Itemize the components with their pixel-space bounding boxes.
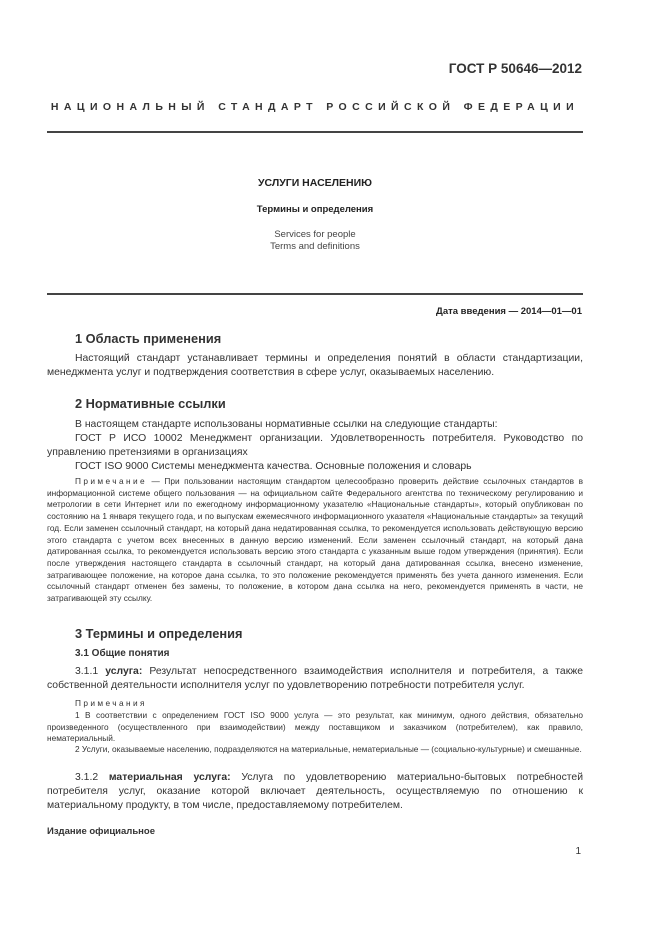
divider-top bbox=[47, 131, 583, 133]
section-2-text-1: В настоящем стандарте использованы нормативные ссылки на следующие стандарты: bbox=[75, 419, 498, 430]
document-subtitle: Термины и определения bbox=[256, 204, 374, 215]
date-of-introduction: Дата введения — 2014—01—01 bbox=[436, 306, 582, 317]
divider-middle bbox=[47, 293, 583, 295]
document-title: УСЛУГИ НАСЕЛЕНИЮ bbox=[258, 177, 372, 189]
document-code: ГОСТ Р 50646—2012 bbox=[448, 61, 582, 76]
section-1-heading: 1 Область применения bbox=[75, 331, 222, 346]
term-name: услуга: bbox=[105, 666, 143, 677]
term-number: 3.1.1 bbox=[75, 666, 106, 677]
national-standard-heading: НАЦИОНАЛЬНЫЙ СТАНДАРТ РОССИЙСКОЙ ФЕДЕРАЦИИ bbox=[50, 101, 580, 113]
term-3-1-1-note-2: 2 Услуги, оказываемые населению, подразделяются на материальные, нематериальные — (социально-культурные) и смешанные. bbox=[75, 744, 582, 754]
term-name: материальная услуга: bbox=[108, 772, 231, 783]
section-3-heading: 3 Термины и определения bbox=[75, 626, 243, 641]
term-definition: Услуга по удовлетворению материально-бытовых потребностей потребителя услуг, оказание которой включает деятельность, осуществляемую по отношению к материальному продукту, в том числе, предоставляемому потребителем. bbox=[47, 772, 583, 811]
term-3-1-2 bbox=[47, 771, 583, 813]
section-2-text-3: ГОСТ ISO 9000 Системы менеджмента качества. Основные положения и словарь bbox=[75, 461, 472, 472]
page-number: 1 bbox=[575, 846, 581, 857]
official-edition-label: Издание официальное bbox=[47, 826, 155, 837]
section-2-text-2: ГОСТ Р ИСО 10002 Менеджмент организации. Удовлетворенность потребителя. Руководство по управлению претензиями в организациях bbox=[47, 433, 583, 458]
note-label: Примечание bbox=[75, 476, 148, 486]
english-title: Services for people bbox=[274, 229, 356, 240]
term-3-1-1-note-1: 1 В соответствии с определением ГОСТ ISO 9000 услуга — это результат, как минимум, одного действия, обязательно произведенного (осуществленного при взаимодействии) между поставщиком и заказчиком (потребителем), как правило, нематериальный. bbox=[47, 710, 583, 744]
english-subtitle: Terms and definitions bbox=[270, 241, 360, 252]
subsection-3-1-heading: 3.1 Общие понятия bbox=[75, 648, 170, 659]
term-definition: Результат непосредственного взаимодействия исполнителя и потребителя, а также собственной деятельности исполнителя услуг по удовлетворению потребности потребителя услуг. bbox=[47, 666, 583, 691]
section-1-text: Настоящий стандарт устанавливает термины и определения понятий в области стандартизации, менеджмента услуг и подтверждения соответствия в сфере услуг, оказываемых населению. bbox=[47, 353, 583, 378]
term-number: 3.1.2 bbox=[75, 772, 109, 783]
term-3-1-1-notes-label: Примечания bbox=[75, 698, 147, 708]
section-2-heading: 2 Нормативные ссылки bbox=[75, 396, 226, 411]
section-2-note bbox=[47, 476, 583, 605]
note-text: — При пользовании настоящим стандартом целесообразно проверить действие ссылочных стандартов в информационной системе общего пользования — на официальном сайте Федерального агентства по техническому регулированию и метрологии в сети Интернет или по ежегодному информационному указателю «Национальные стандарты», который опубликован по состоянию на 1 января текущего года, и по выпускам ежемесячного информационного указателя «Национальные стандарты» за текущий год. Если заменен ссылочный стандарт, на который дана недатированная ссылка, то рекомендуется использовать действующую версию этого стандарта с учетом всех внесенных в данную версию изменений. Если заменен ссылочный стандарт, на который дана датированная ссылка, то рекомендуется использовать версию этого стандарта с указанным выше годом утверждения (принятия). Если после утверждения настоящего стандарта в ссылочный стандарт, на который дана датированная ссылка, внесено изменение, затрагивающее положение, на которое дана ссылка, то это положение рекомендуется применять без учета данного изменения. Если ссылочный стандарт отменен без замены, то положение, в котором дана ссылка на него, рекомендуется применять в части, не затрагивающей эту ссылку. bbox=[47, 476, 583, 604]
term-3-1-1 bbox=[47, 665, 583, 693]
